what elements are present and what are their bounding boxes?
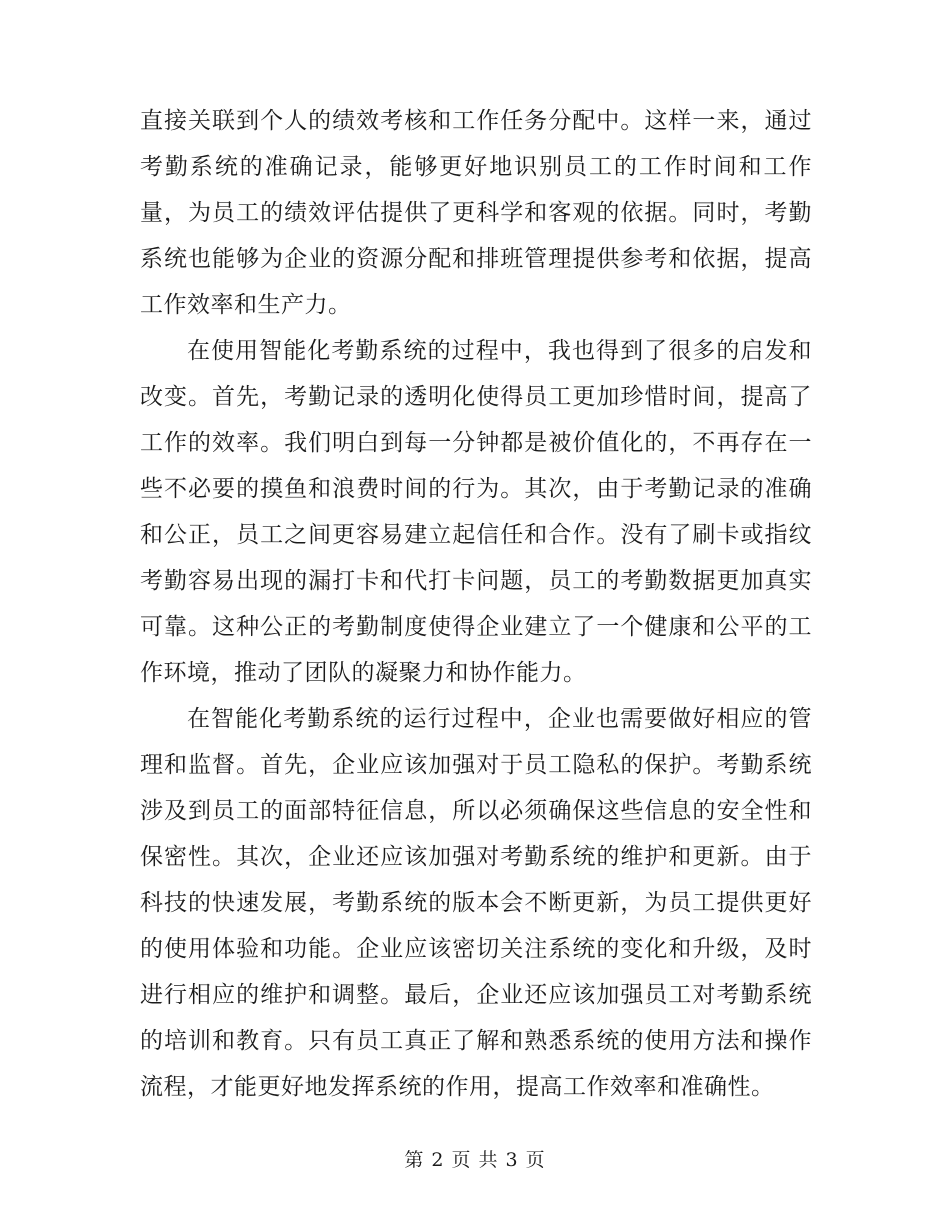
paragraph-3: 在智能化考勤系统的运行过程中，企业也需要做好相应的管理和监督。首先，企业应该加强对于员工隐私的保护。考勤系统涉及到员工的面部特征信息，所以必须确保这些信息的安全性和保密性。其次，企业还应该加强对考勤系统的维护和更新。由于科技的快速发展，考勤系统的版本会不断更新，为员工提供更好的使用体验和功能。企业应该密切关注系统的变化和升级，及时进行相应的维护和调整。最后，企业还应该加强员工对考勤系统的培训和教育。只有员工真正了解和熟悉系统的使用方法和操作流程，才能更好地发挥系统的作用，提高工作效率和准确性。 xyxy=(140,706,812,1100)
paragraph-1: 直接关联到个人的绩效考核和工作任务分配中。这样一来，通过考勤系统的准确记录，能够更好地识别员工的工作时间和工作量，为员工的绩效评估提供了更科学和客观的依据。同时，考勤系统也能够为企业的资源分配和排班管理提供参考和依据，提高工作效率和生产力。 xyxy=(140,108,812,318)
paragraph-2: 在使用智能化考勤系统的过程中，我也得到了很多的启发和改变。首先，考勤记录的透明化使得员工更加珍惜时间，提高了工作的效率。我们明白到每一分钟都是被价值化的，不再存在一些不必要的摸鱼和浪费时间的行为。其次，由于考勤记录的准确和公正，员工之间更容易建立起信任和合作。没有了刷卡或指纹考勤容易出现的漏打卡和代打卡问题，员工的考勤数据更加真实可靠。这种公正的考勤制度使得企业建立了一个健康和公平的工作环境，推动了团队的凝聚力和协作能力。 xyxy=(140,338,812,686)
page-number-footer: 第 2 页 共 3 页 xyxy=(404,1149,546,1171)
document-body xyxy=(140,98,812,1110)
